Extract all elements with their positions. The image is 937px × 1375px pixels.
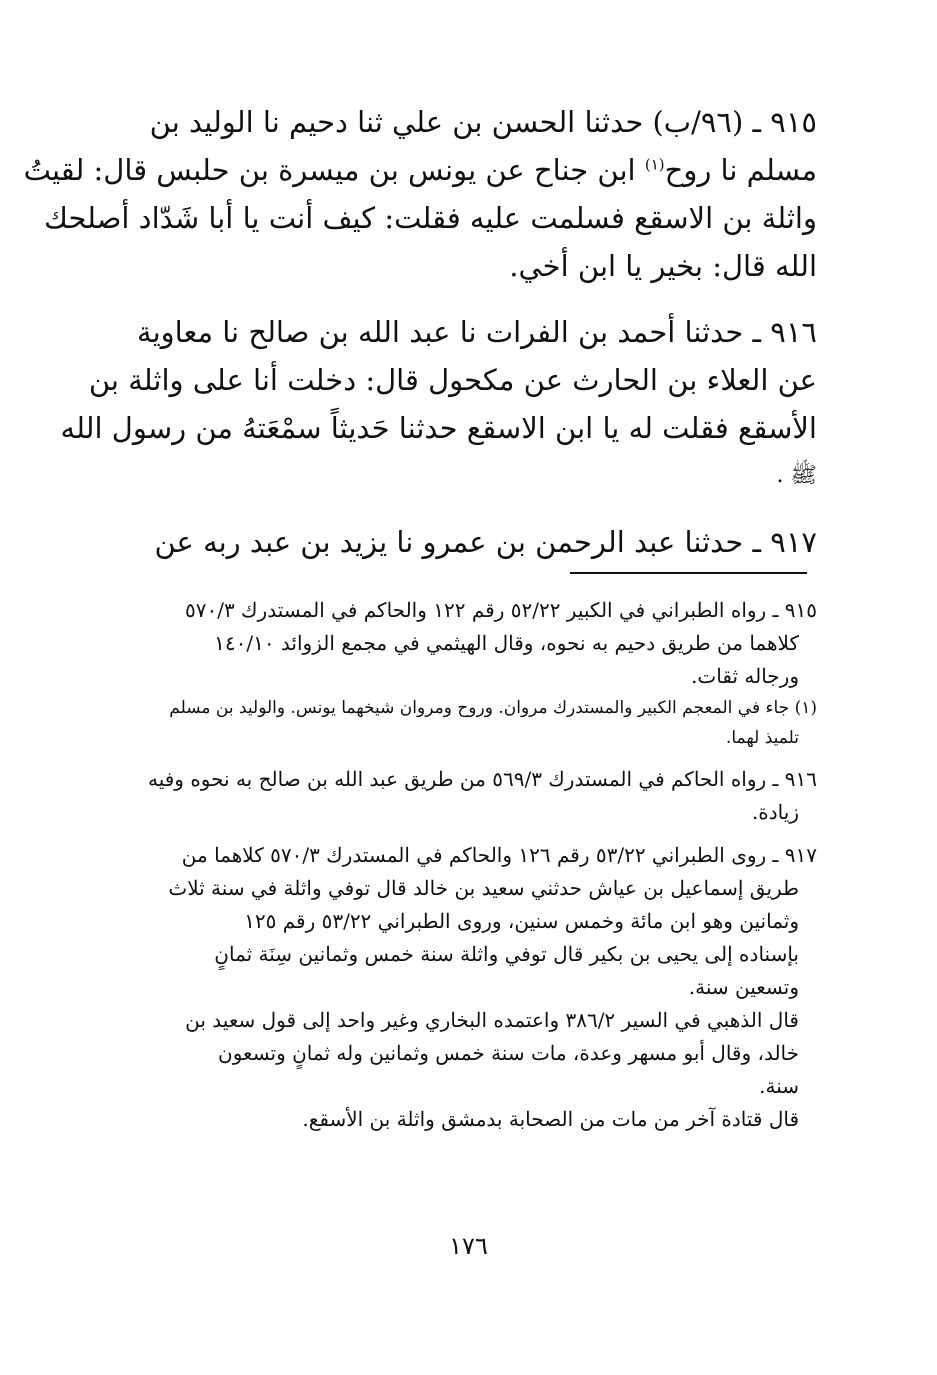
text-segment: ابن جناح عن يونس بن ميسرة بن حلبس قال: لقيتُ bbox=[23, 153, 636, 187]
note-915 bbox=[127, 594, 817, 693]
paragraph-gap bbox=[127, 500, 817, 518]
page-number: ١٧٦ bbox=[449, 1232, 488, 1260]
note-line: وتسعين سنة. bbox=[688, 975, 799, 999]
main-text bbox=[23, 98, 817, 566]
footnote-ref[interactable]: (١) bbox=[644, 155, 665, 174]
note-line: ورجاله ثقات. bbox=[691, 664, 799, 688]
text-line bbox=[23, 146, 817, 194]
text-line: ٩١٥ ـ (٩٦/ب) حدثنا الحسن بن علي ثنا دحيم نا الوليد بن bbox=[149, 105, 817, 139]
footnote-1 bbox=[127, 693, 817, 753]
note-line: ٩١٦ ـ رواه الحاكم في المستدرك ٥٦٩/٣ من طريق عبد الله بن صالح به نحوه وفيه bbox=[147, 767, 817, 791]
note-line: ٩١٥ ـ رواه الطبراني في الكبير ٥٢/٢٢ رقم ١٢٢ والحاكم في المستدرك ٥٧٠/٣ bbox=[184, 598, 817, 622]
paragraph-gap bbox=[127, 290, 817, 308]
note-line: تلميذ لهما. bbox=[725, 728, 799, 748]
text-line: عن العلاء بن الحارث عن مكحول قال: دخلت أنا على واثلة بن bbox=[88, 363, 817, 397]
text-line: واثلة بن الاسقع فسلمت عليه فقلت: كيف أنت يا أبا شَدّاد أصلحك bbox=[44, 201, 817, 235]
note-line: وثمانين وهو ابن مائة وخمس سنين، وروى الطبراني ٥٣/٢٢ رقم ١٢٥ bbox=[244, 909, 799, 933]
note-line: ٩١٧ ـ روى الطبراني ٥٣/٢٢ رقم ١٢٦ والحاكم في المستدرك ٥٧٠/٣ كلاهما من bbox=[181, 843, 817, 867]
note-line: طريق إسماعيل بن عياش حدثني سعيد بن خالد قال توفي واثلة في سنة ثلاث bbox=[168, 876, 799, 900]
footnotes bbox=[127, 594, 817, 1136]
hadith-917 bbox=[127, 518, 817, 566]
note-916 bbox=[127, 763, 817, 829]
note-line: خالد، وقال أبو مسهر وعدة، مات سنة خمس وثمانين وله ثمانٍ وتسعون bbox=[218, 1041, 799, 1065]
footnote-separator bbox=[570, 572, 807, 574]
text-line: ٩١٧ ـ حدثنا عبد الرحمن بن عمرو نا يزيد بن عبد ربه عن bbox=[154, 525, 817, 559]
hadith-916 bbox=[60, 308, 817, 500]
note-gap bbox=[127, 753, 817, 763]
hadith-915 bbox=[23, 98, 817, 290]
note-line: بإسناده إلى يحيى بن بكير قال توفي واثلة سنة خمس وثمانين سِنَة ثمانٍ bbox=[214, 942, 799, 966]
text-line: ﷺ . bbox=[776, 463, 817, 488]
text-line: الأسقع فقلت له يا ابن الاسقع حدثنا حَديثاً سمْعَتهُ من رسول الله bbox=[60, 411, 817, 445]
note-line: كلاهما من طريق دحيم به نحوه، وقال الهيثمي في مجمع الزوائد ١٤٠/١٠ bbox=[214, 631, 799, 655]
note-917 bbox=[127, 839, 817, 1136]
text-line: ٩١٦ ـ حدثنا أحمد بن الفرات نا عبد الله بن صالح نا معاوية bbox=[137, 315, 817, 349]
note-line: سنة. bbox=[759, 1074, 799, 1098]
text-line: الله قال: بخير يا ابن أخي. bbox=[509, 249, 817, 283]
note-line: قال قتادة آخر من مات من الصحابة بدمشق واثلة بن الأسقع. bbox=[302, 1107, 799, 1131]
text-segment: مسلم نا روح bbox=[664, 153, 817, 187]
note-line: (١) جاء في المعجم الكبير والمستدرك مروان. وروح ومروان شيخهما يونس. والوليد بن مسلم bbox=[169, 698, 817, 718]
note-line: زيادة. bbox=[751, 800, 799, 824]
note-gap bbox=[127, 829, 817, 839]
note-line: قال الذهبي في السير ٣٨٦/٢ واعتمده البخاري وغير واحد إلى قول سعيد بن bbox=[185, 1008, 799, 1032]
